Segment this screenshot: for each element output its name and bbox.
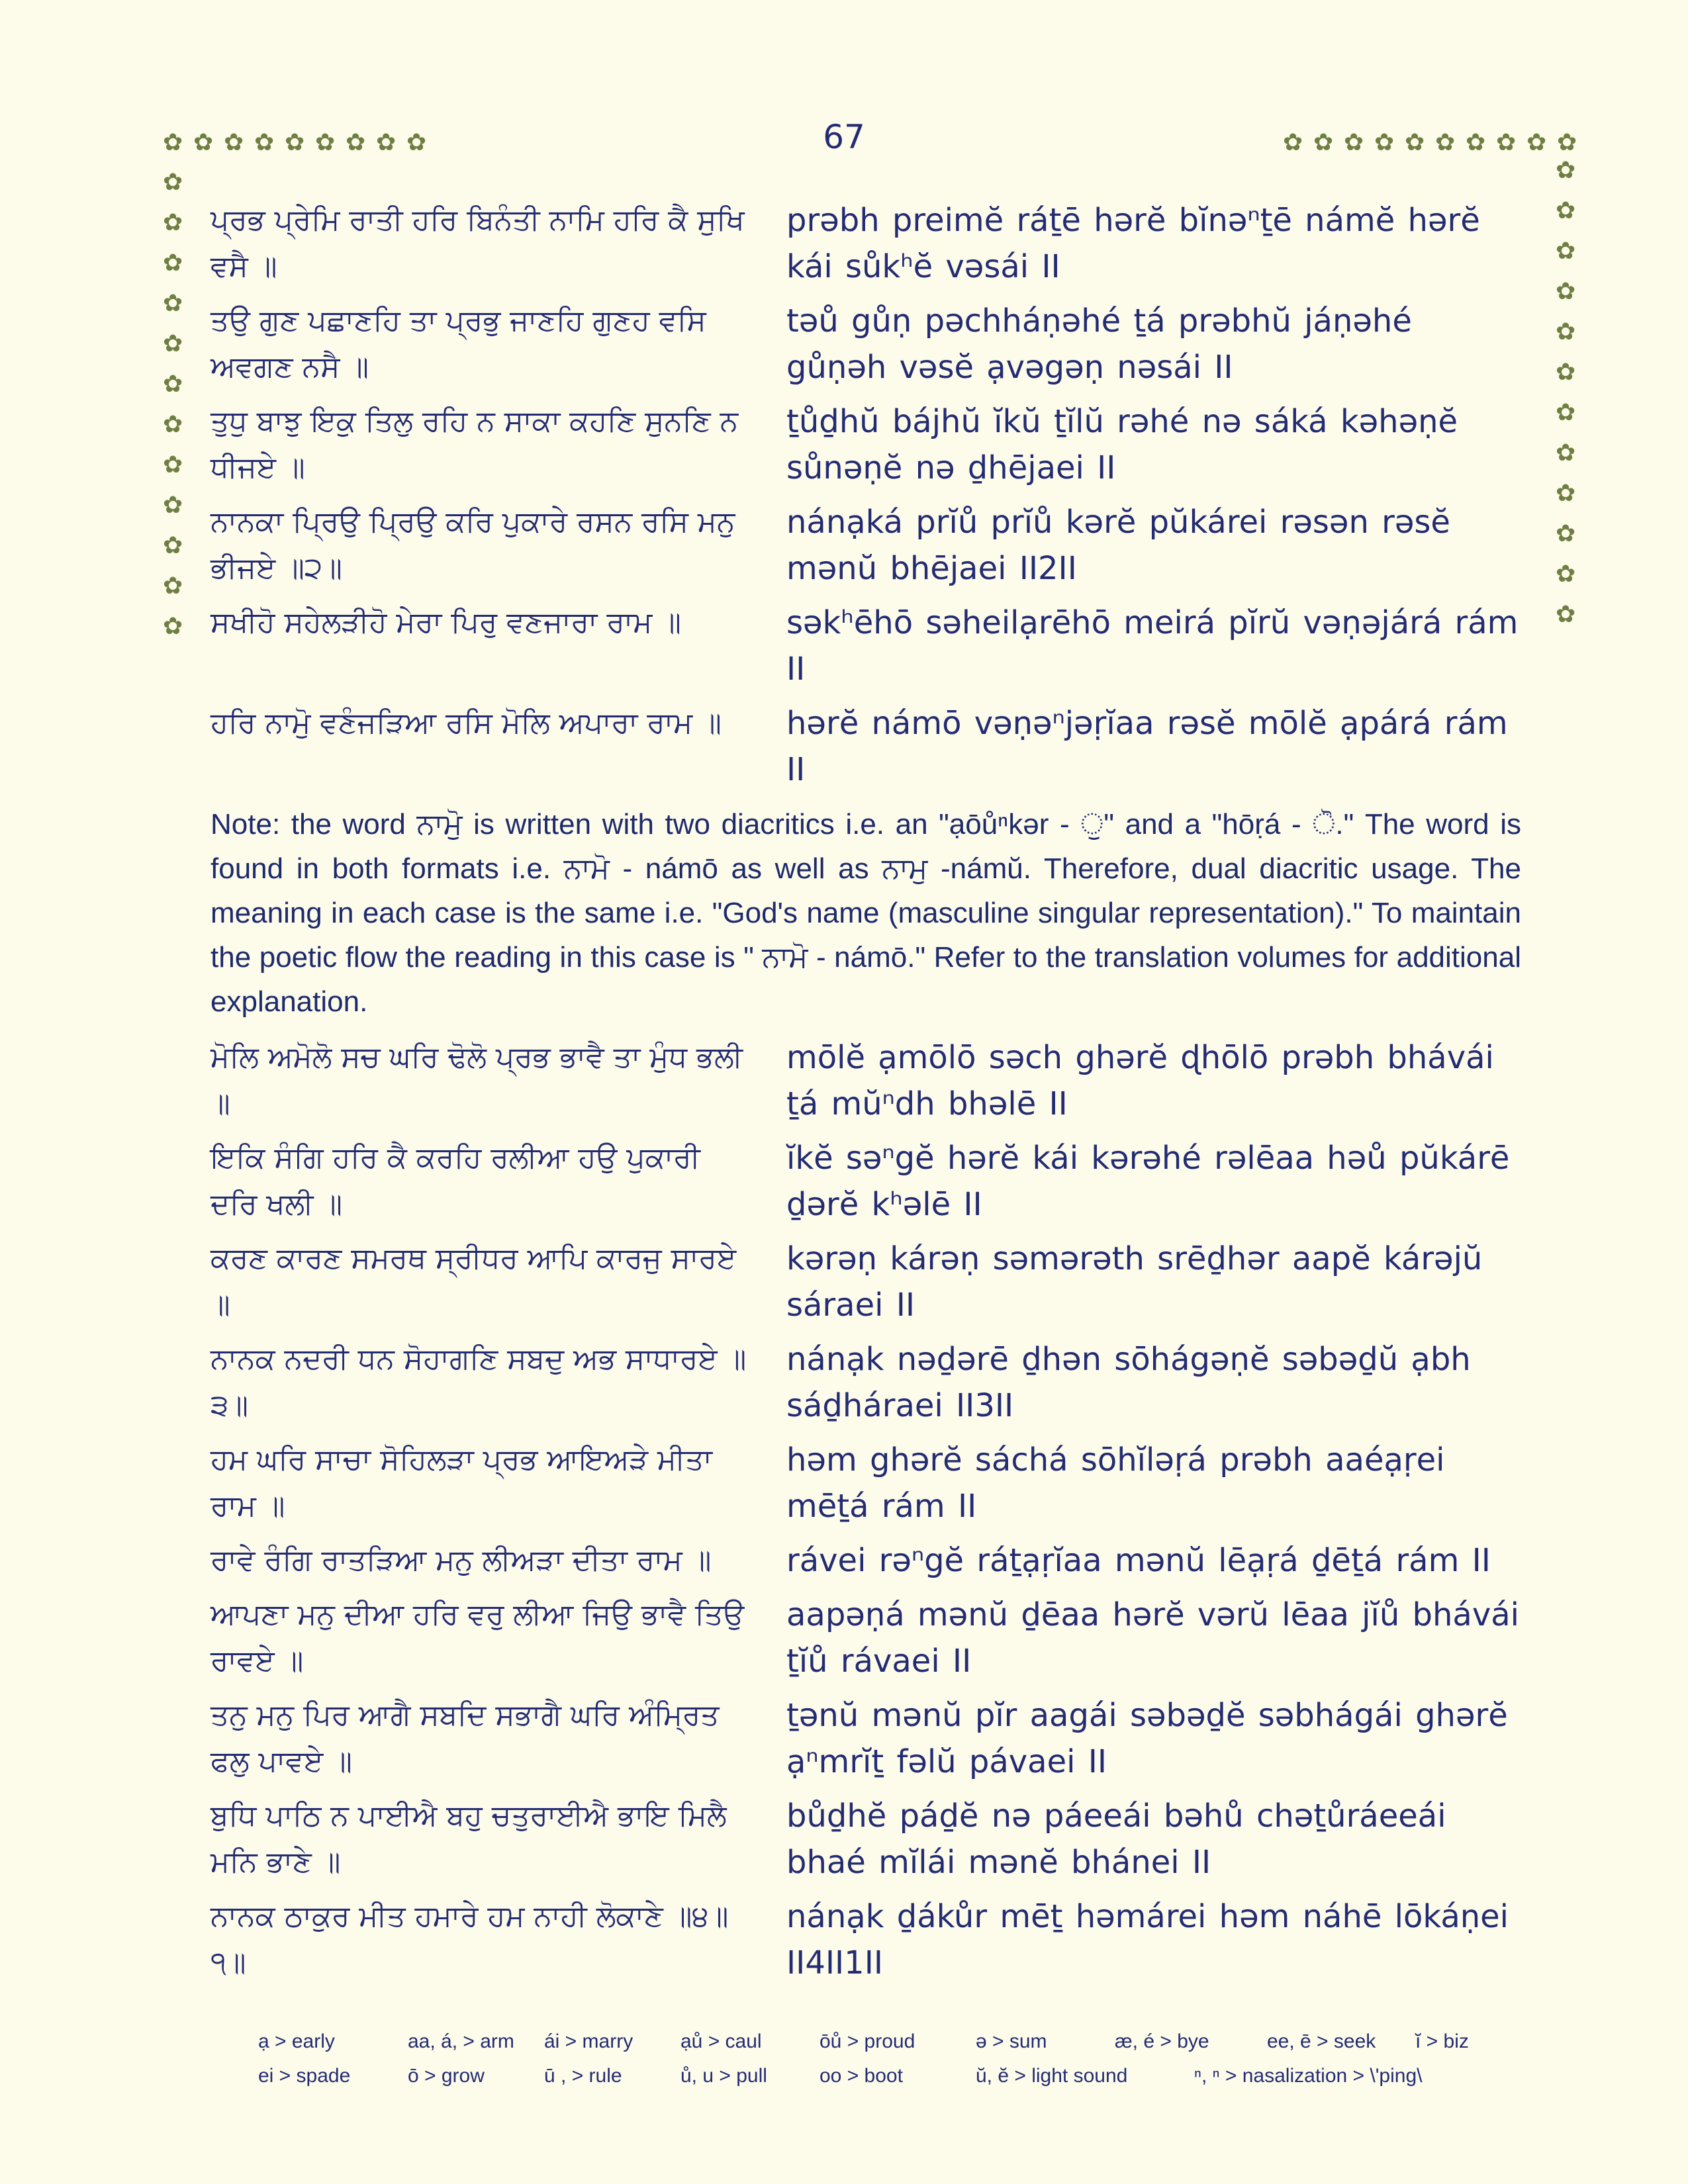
flower-icon [163, 494, 187, 518]
legend-item: oo > boot [820, 2065, 903, 2087]
transliteration-line: ṯůḏhŭ bájhŭ ĭkŭ ṯĭlŭ rəhé nə sáká kəhəṇĕ sůnəṇĕ nə ḏhējaei II [786, 403, 1458, 486]
pronunciation-legend [258, 2030, 1476, 2099]
verse-row [211, 600, 1521, 692]
legend-item: ⁿ, ⁿ > nasalization > \'ping\ [1194, 2065, 1423, 2087]
verse-row [211, 197, 1521, 290]
gurmukhi-line: ਤੁਧੁ ਬਾਝੁ ਇਕੁ ਤਿਲੁ ਰਹਿ ਨ ਸਾਕਾ ਕਹਣਿ ਸੁਨਣਿ ਨ ਧੀਜਏ ॥ [211, 404, 739, 484]
right-flower-column [1556, 159, 1579, 627]
flower-icon [163, 171, 187, 195]
flower-icon [163, 292, 187, 316]
legend-item: ō > grow [408, 2065, 485, 2087]
gurmukhi-line: ਨਾਨਕ ਠਾਕੁਰ ਮੀਤ ਹਮਾਰੇ ਹਮ ਨਾਹੀ ਲੋਕਾਣੇ ॥੪॥੧॥ [211, 1899, 729, 1979]
flower-icon [163, 332, 187, 356]
flower-icon [1466, 131, 1489, 155]
transliteration-line: nánạk nəḏərē ḏhən sōhágəṇĕ səbəḏŭ ạbh sáḏháraei II3II [786, 1341, 1471, 1424]
flower-icon [163, 574, 187, 598]
flower-icon [163, 373, 187, 396]
flower-icon [163, 453, 187, 477]
flower-icon [1556, 441, 1579, 465]
transliteration-line: aapəṇá mənŭ ḏēaa hərĕ vərŭ lēaa jĭů bhávái ṯĭů rávaei II [786, 1596, 1519, 1680]
flower-icon [254, 131, 278, 155]
verse-row [211, 298, 1521, 390]
legend-row [258, 2030, 1476, 2053]
flower-icon [163, 251, 187, 275]
gurmukhi-line: ਨਾਨਕ ਨਦਰੀ ਧਨ ਸੋਹਾਗਣਿ ਸਬਦੁ ਅਭ ਸਾਧਾਰਏ ॥੩॥ [211, 1342, 747, 1422]
flower-icon [163, 211, 187, 235]
verse-row [211, 1135, 1521, 1228]
flower-icon [1283, 131, 1307, 155]
legend-item: ee, ē > seek [1267, 2030, 1376, 2052]
flower-icon [1344, 131, 1368, 155]
verse-row [211, 1537, 1521, 1584]
legend-item: ů, u > pull [680, 2065, 767, 2087]
flower-icon [1496, 131, 1520, 155]
flower-icon [1435, 131, 1459, 155]
flower-icon [163, 131, 187, 155]
gurmukhi-line: ਸਖੀਹੋ ਸਹੇਲੜੀਹੋ ਮੇਰਾ ਪਿਰੁ ਵਣਜਾਰਾ ਰਾਮ ॥ [211, 606, 681, 639]
gurmukhi-line: ਤਨੁ ਮਨੁ ਪਿਰ ਆਗੈ ਸਬਦਿ ਸਭਾਗੈ ਘਰਿ ਅੰਮ੍ਰਿਤ ਫਲੁ ਪਾਵਏ ॥ [211, 1698, 720, 1778]
flower-icon [1556, 199, 1579, 223]
flower-icon [1313, 131, 1337, 155]
gurmukhi-line: ਤਉ ਗੁਣ ਪਛਾਣਹਿ ਤਾ ਪ੍ਰਭੁ ਜਾਣਹਿ ਗੁਣਹ ਵਸਿ ਅਵਗਣ ਨਸੈ ॥ [211, 304, 706, 384]
flower-icon [1556, 280, 1579, 304]
legend-item: ū , > rule [544, 2065, 622, 2087]
legend-item: ə > sum [976, 2030, 1047, 2052]
legend-item: ạ > early [258, 2030, 335, 2052]
verse-row [211, 398, 1521, 491]
flower-icon [193, 131, 217, 155]
gurmukhi-line: ਰਾਵੇ ਰੰਗਿ ਰਾਤੜਿਆ ਮਨੁ ਲੀਅੜਾ ਦੀਤਾ ਰਾਮ ॥ [211, 1543, 712, 1577]
flower-icon [1556, 320, 1579, 344]
verse-row [211, 499, 1521, 592]
transliteration-line: bůḏhĕ páḏĕ nə páeeái bəhů chəṯůráeeái bhaé mĭlái mənĕ bhánei II [786, 1797, 1446, 1881]
transliteration-line: kərəṇ kárəṇ səmərəth srēḏhər aapĕ kárəjŭ sáraei II [786, 1240, 1483, 1324]
legend-item: aa, á, > arm [408, 2030, 514, 2052]
legend-row [258, 2065, 1476, 2087]
transliteration-line: hərĕ námō vəṇəⁿjəṛĭaa rəsĕ mōlĕ ạpárá rám II [786, 705, 1508, 788]
gurmukhi-line: ਹਰਿ ਨਾਮੋੁ ਵਣੰਜੜਿਆ ਰਸਿ ਮੋਲਿ ਅਪਾਰਾ ਰਾਮ ॥ [211, 706, 722, 740]
legend-item: ōů > proud [820, 2030, 915, 2052]
flower-icon [1556, 603, 1579, 627]
transliteration-line: həm ghərĕ sáchá sōhĭləṛá prəbh aaéạṛei mēṯá rám II [786, 1441, 1445, 1525]
gurmukhi-line: ਆਪਣਾ ਮਨੁ ਦੀਆ ਹਰਿ ਵਰੁ ਲੀਆ ਜਿਉ ਭਾਵੈ ਤਿਉ ਰਾਵਏ ॥ [211, 1598, 745, 1678]
flower-icon [1556, 240, 1579, 263]
flower-icon [163, 534, 187, 558]
verse-row [211, 1336, 1521, 1429]
gurmukhi-line: ਕਰਣ ਕਾਰਣ ਸਮਰਥ ਸ੍ਰੀਧਰ ਆਪਿ ਕਾਰਜੁ ਸਾਰਏ ॥ [211, 1242, 737, 1322]
transliteration-line: ĭkĕ səⁿgĕ hərĕ kái kərəhé rəlēaa həů pŭkárē ḏərĕ kʰəlē II [786, 1140, 1510, 1223]
flower-icon [1556, 522, 1579, 546]
transliteration-line: ṯənŭ mənŭ pĭr aagái səbəḏĕ səbhágái ghərĕ ạⁿmrĭṯ fəlŭ pávaei II [786, 1697, 1508, 1780]
gurmukhi-line: ਨਾਨਕਾ ਪ੍ਰਿਉ ਪ੍ਰਿਉ ਕਰਿ ਪੁਕਾਰੇ ਰਸਨ ਰਸਿ ਮਨੁ ਭੀਜਏ ॥੨॥ [211, 505, 735, 585]
verse-row [211, 1893, 1521, 1986]
flower-icon [1556, 159, 1579, 183]
legend-item: æ, é > bye [1115, 2030, 1209, 2052]
flower-icon [224, 131, 248, 155]
flower-icon [1405, 131, 1429, 155]
flower-icon [315, 131, 339, 155]
flower-icon [376, 131, 400, 155]
verse-row [211, 1034, 1521, 1127]
flower-icon [1557, 131, 1581, 155]
legend-item: ei > spade [258, 2065, 351, 2087]
verse-row [211, 1692, 1521, 1785]
transliteration-line: nánạk ḏákůr mēṯ həmárei həm náhē lōkáṇei II4II1II [786, 1898, 1509, 1981]
legend-item: ŭ, ĕ > light sound [976, 2065, 1128, 2087]
gurmukhi-line: ਬੁਧਿ ਪਾਠਿ ਨ ਪਾਈਐ ਬਹੁ ਚਤੁਰਾਈਐ ਭਾਇ ਮਿਲੈ ਮਨਿ ਭਾਣੇ ॥ [211, 1799, 727, 1879]
flower-icon [1556, 482, 1579, 506]
page-number: 67 [823, 118, 865, 156]
gurmukhi-line: ਹਮ ਘਰਿ ਸਾਚਾ ਸੋਹਿਲੜਾ ਪ੍ਰਭ ਆਇਅੜੇ ਮੀਤਾ ਰਾਮ ॥ [211, 1443, 712, 1523]
transliteration-line: prəbh preimĕ ráṯē hərĕ bĭnəⁿṯē námĕ hərĕ kái sůkʰĕ vəsái II [786, 202, 1480, 285]
transliteration-line: mōlĕ ạmōlō səch ghərĕ ɖhōlō prəbh bhávái ṯá mŭⁿdh bhəlē II [786, 1039, 1494, 1122]
verse-row [211, 1793, 1521, 1886]
transliteration-line: səkʰēhō səheilạrēhō meirá pĭrŭ vəṇəjárá rám II [786, 604, 1519, 688]
verse-row [211, 700, 1521, 793]
legend-item: ạů > caul [680, 2030, 762, 2052]
gurmukhi-line: ਮੋਲਿ ਅਮੋਲੋ ਸਚ ਘਰਿ ਢੋਲੋ ਪ੍ਰਭ ਭਾਵੈ ਤਾ ਮੁੰਧ ਭਲੀ ॥ [211, 1040, 743, 1120]
flower-icon [285, 131, 308, 155]
left-flower-column [163, 171, 187, 639]
gurmukhi-line: ਪ੍ਰਭ ਪ੍ਰੇਮਿ ਰਾਤੀ ਹਰਿ ਬਿਨੰਤੀ ਨਾਮਿ ਹਰਿ ਕੈ ਸੁਖਿ ਵਸੈ ॥ [211, 203, 745, 283]
legend-item: ái > marry [544, 2030, 633, 2052]
verse-list [211, 197, 1521, 1994]
left-flower-border [163, 131, 430, 158]
diacritic-note: Note: the word ਨਾਮੋੁ is written with two diacritics i.e. an "ạōůⁿkər - ੁ" and a "hōṛá - ੋ." The word is found in both formats i.e. ਨਾਮੋ - námō as well as ਨਾਮੁ -námŭ. Therefore, dual diacritic usage. The meaning in each case is the same i.e. "God's name (masculine singular representation)." To maintain the poetic flow the reading in this case is " ਨਾਮੋ - námō." Refer to the translation volumes for additional explanation. [211, 808, 1521, 1018]
flower-icon [1374, 131, 1398, 155]
transliteration-line: rávei rəⁿgĕ ráṯạṛĭaa mənŭ lēạṛá ḏēṯá rám II [786, 1542, 1491, 1579]
flower-icon [1556, 563, 1579, 586]
verse-row [211, 1592, 1521, 1684]
flower-icon [163, 615, 187, 639]
right-flower-border [1283, 131, 1581, 158]
flower-icon [1556, 361, 1579, 385]
legend-item: ĭ > biz [1415, 2030, 1469, 2052]
flower-icon [1556, 401, 1579, 425]
flower-icon [406, 131, 430, 155]
flower-icon [163, 413, 187, 437]
transliteration-line: nánạká prĭů prĭů kərĕ pŭkárei rəsən rəsĕ mənŭ bhējaei II2II [786, 504, 1450, 587]
transliteration-line: təů gůṇ pəchháṇəhé ṯá prəbhŭ jáṇəhé gůṇəh vəsĕ ạvəgəṇ nəsái II [786, 302, 1412, 386]
flower-icon [346, 131, 369, 155]
verse-row [211, 1236, 1521, 1328]
verse-row [211, 1437, 1521, 1529]
flower-icon [1526, 131, 1550, 155]
gurmukhi-line: ਇਕਿ ਸੰਗਿ ਹਰਿ ਕੈ ਕਰਹਿ ਰਲੀਆ ਹਉ ਪੁਕਾਰੀ ਦਰਿ ਖਲੀ ॥ [211, 1141, 700, 1221]
